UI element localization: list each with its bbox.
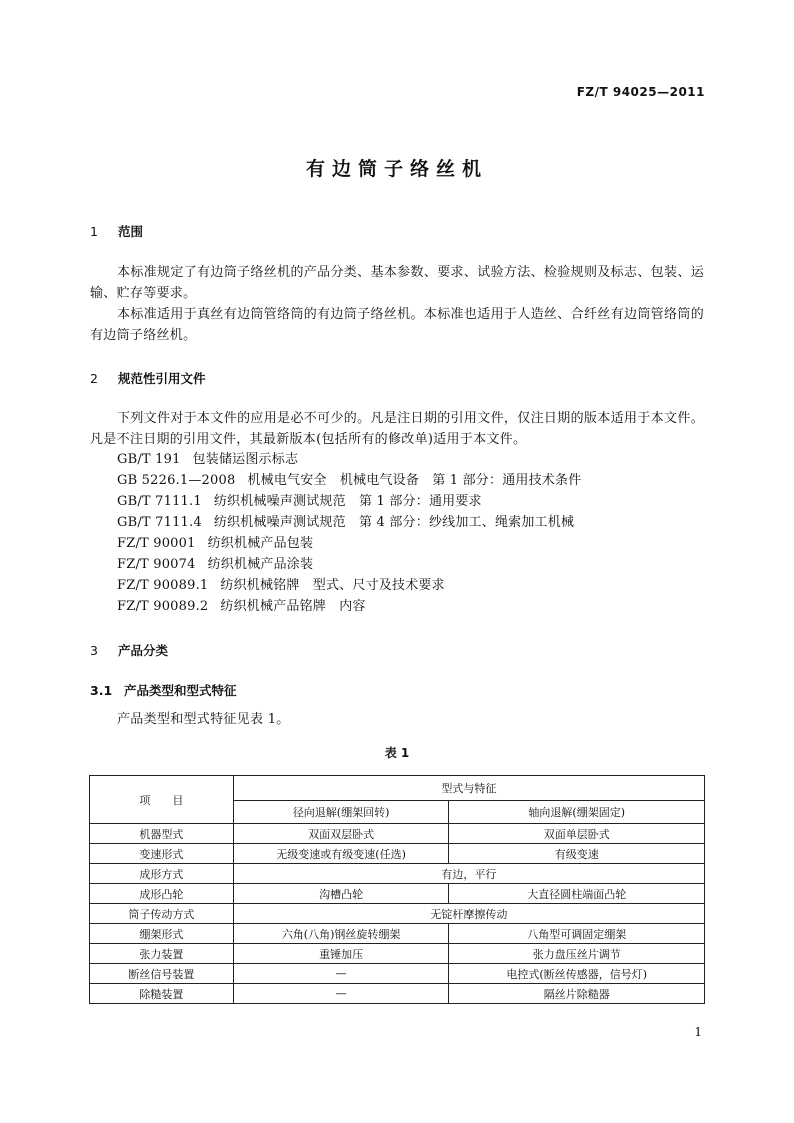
row-radial: —	[233, 964, 449, 984]
row-item: 机器型式	[90, 824, 234, 844]
section-2-intro: 下列文件对于本文件的应用是必不可少的。凡是注日期的引用文件，仅注日期的版本适用于本文件。凡是不注日期的引用文件，其最新版本(包括所有的修改单)适用于本文件。	[90, 411, 704, 447]
reference-code: GB/T 7111.4	[117, 515, 202, 530]
section-3-1-number: 3.1	[90, 683, 113, 698]
row-item: 变速形式	[90, 844, 234, 864]
reference-item	[117, 449, 581, 470]
section-1-paragraph-2: 本标准适用于真丝有边筒管络筒的有边筒子络丝机。本标准也适用于人造丝、合纤丝有边筒管络筒的有边筒子络丝机。	[90, 307, 704, 343]
row-axial: 八角型可调固定绷架	[449, 924, 705, 944]
row-item: 绷架形式	[90, 924, 234, 944]
reference-list	[117, 449, 581, 617]
row-item: 筒子传动方式	[90, 904, 234, 924]
reference-code: FZ/T 90089.2	[117, 599, 209, 614]
section-3-1-title: 产品类型和型式特征	[124, 683, 237, 698]
row-merged: 无锭杆摩擦传动	[233, 904, 704, 924]
header-radial-cell: 径向退解(绷架回转)	[233, 801, 449, 824]
row-radial: 六角(八角)钢丝旋转绷架	[233, 924, 449, 944]
reference-title: 纺织机械噪声测试规范 第 1 部分：通用要求	[213, 494, 482, 509]
row-axial: 电控式(断丝传感器，信号灯)	[449, 964, 705, 984]
row-item: 除糙装置	[90, 984, 234, 1004]
row-item: 张力装置	[90, 944, 234, 964]
section-3-number: 3	[90, 643, 98, 658]
row-radial: —	[233, 984, 449, 1004]
reference-code: GB/T 191	[117, 452, 181, 467]
table-row	[90, 884, 705, 904]
table-row	[90, 924, 705, 944]
reference-title: 包装储运图示标志	[192, 452, 299, 467]
row-item: 成形凸轮	[90, 884, 234, 904]
table-row	[90, 964, 705, 984]
section-1-number: 1	[90, 224, 98, 239]
table-row	[90, 944, 705, 964]
section-3-heading	[90, 641, 168, 659]
reference-item	[117, 596, 581, 617]
table-row	[90, 864, 705, 884]
table-caption: 表 1	[384, 746, 410, 760]
reference-title: 纺织机械产品铭牌 内容	[220, 599, 366, 614]
section-1-title: 范围	[118, 224, 144, 239]
section-2-heading	[90, 369, 206, 387]
row-radial: 重锤加压	[233, 944, 449, 964]
table-header-row	[90, 776, 705, 801]
row-axial: 有级变速	[449, 844, 705, 864]
table-row	[90, 844, 705, 864]
reference-item	[117, 512, 581, 533]
reference-item	[117, 533, 581, 554]
section-3-title: 产品分类	[118, 643, 169, 658]
reference-code: FZ/T 90089.1	[117, 578, 209, 593]
row-axial: 张力盘压丝片调节	[449, 944, 705, 964]
reference-code: GB/T 7111.1	[117, 494, 202, 509]
document-title: 有边筒子络丝机	[305, 158, 488, 180]
row-item: 成形方式	[90, 864, 234, 884]
row-radial: 双面双层卧式	[233, 824, 449, 844]
reference-item	[117, 470, 581, 491]
reference-title: 纺织机械铭牌 型式、尺寸及技术要求	[220, 578, 445, 593]
reference-item	[117, 575, 581, 596]
reference-code: GB 5226.1—2008	[117, 473, 236, 488]
row-radial: 沟槽凸轮	[233, 884, 449, 904]
reference-code: FZ/T 90074	[117, 557, 196, 572]
header-item-cell: 项 目	[90, 776, 234, 824]
row-axial: 隔丝片除糙器	[449, 984, 705, 1004]
row-axial: 大直径圆柱端面凸轮	[449, 884, 705, 904]
section-1-heading	[90, 222, 143, 240]
spec-table	[89, 775, 705, 1004]
reference-title: 纺织机械产品包装	[207, 536, 314, 551]
section-1-paragraph-1: 本标准规定了有边筒子络丝机的产品分类、基本参数、要求、试验方法、检验规则及标志、包装、运输、贮存等要求。	[90, 265, 704, 301]
table-row	[90, 824, 705, 844]
row-merged: 有边，平行	[233, 864, 704, 884]
section-3-1-text: 产品类型和型式特征见表 1。	[117, 712, 290, 727]
reference-item	[117, 491, 581, 512]
page-number: 1	[694, 1025, 702, 1039]
reference-item	[117, 554, 581, 575]
table-row	[90, 984, 705, 1004]
header-group-cell: 型式与特征	[233, 776, 704, 801]
section-3-1-heading	[90, 681, 237, 699]
reference-title: 纺织机械噪声测试规范 第 4 部分：纱线加工、绳索加工机械	[213, 515, 575, 530]
table-row	[90, 904, 705, 924]
reference-code: FZ/T 90001	[117, 536, 196, 551]
row-radial: 无级变速或有级变速(任选)	[233, 844, 449, 864]
standard-number: FZ/T 94025—2011	[576, 85, 705, 99]
row-axial: 双面单层卧式	[449, 824, 705, 844]
reference-title: 纺织机械产品涂装	[207, 557, 314, 572]
header-axial-cell: 轴向退解(绷架固定)	[449, 801, 705, 824]
section-2-number: 2	[90, 371, 98, 386]
row-item: 断丝信号装置	[90, 964, 234, 984]
section-2-title: 规范性引用文件	[118, 371, 206, 386]
reference-title: 机械电气安全 机械电气设备 第 1 部分：通用技术条件	[247, 473, 582, 488]
